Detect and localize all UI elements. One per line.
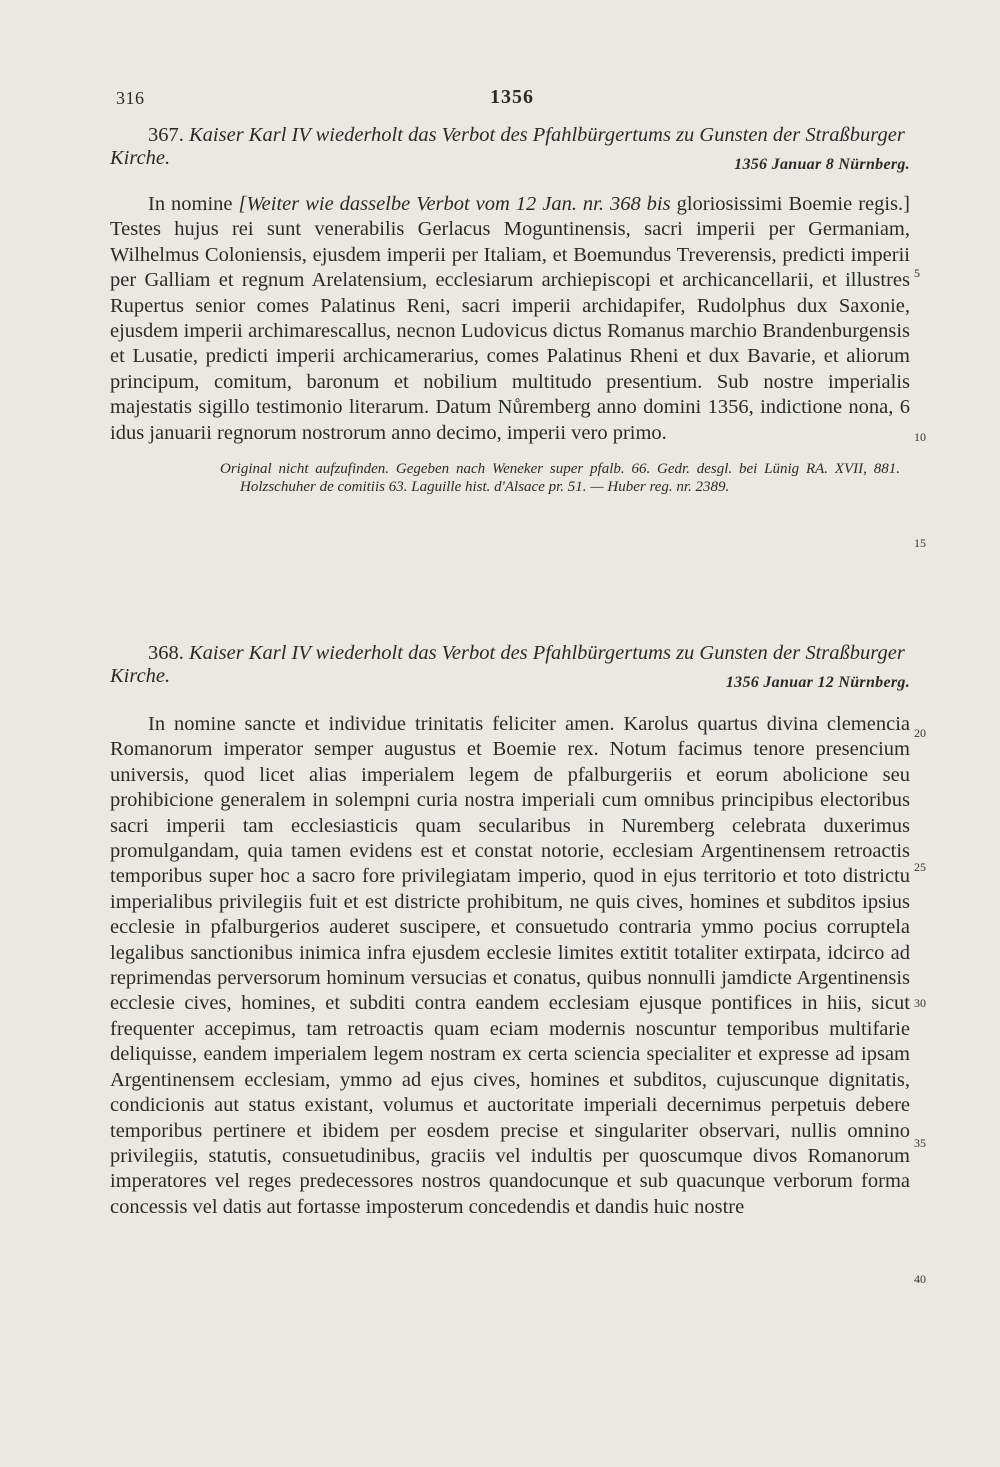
page-number: 316	[116, 88, 145, 108]
doc-368-body: In nomine sancte et individue trinitatis feliciter amen. Karolus quartus divina clemencia Romanorum imperator semper augustus et Boemie rex. Notum facimus tenore presencium universis, quod licet alias imperialem legem de pfalburgeriis et eorum abolicione seu prohibicione generalem in solempni curia nostra imperiali cum omnibus principibus electoribus sacri imperii tam ecclesiasticis quam secularibus in Nuremberg celebrata duxerimus promulgandam, quia tamen evidens est et constat notorie, ecclesiam Argentinensem retroactis temporibus super hoc a sacro fore privilegiatam imperio, quod in ejus territorio et toto districtu imperialibus privilegiis fuit et est districte prohibitum, ne quis cives, homines et subditos ipsius ecclesie in pfalburgerios auderet suscipere, et consuetudo contraria ymmo pocius corruptela legalibus sanctionibus inimica infra ejusdem ecclesie limites extitit totaliter extirpata, idcirco ad reprimendas perversorum hominum versucias et conatus, quibus nonnulli jamdicte Argentinensis ecclesie cives, homines, et subditi contra eandem ecclesiam ejusque pontifices in hiis, sicut frequenter accepimus, tam retroactis quam eciam modernis noscuntur temporibus multifarie deliquisse, eandem imperialem legem nostram ex certa sciencia specialiter et expresse ad ipsam Argentinensem ecclesiam, ymmo ad ejus cives, homines et subditos, cujuscunque dignitatis, condicionis aut status existant, volumus et auctoritate imperiali decernimus perpetuis debere temporibus pertinere et ibidem per eosdem precise et singulariter observari, nullis omnino privilegiis, statutis, consuetudinibus, graciis vel indultis per quoscumque divos Romanorum imperatores vel reges predecessores nostros quandocunque et sub quacunque verborum forma concessis vel datis aut fortasse imposterum concedendis et dandis huic nostre	[110, 713, 910, 1218]
line-number-30: 30	[914, 996, 926, 1010]
doc-368-title-text: Kaiser Karl IV wiederholt das Verbot des Pfahlbürgertums zu Gunsten der Straßburger Kirche.	[110, 642, 905, 687]
line-number-40: 40	[914, 1272, 926, 1286]
line-number-15: 15	[914, 536, 926, 550]
doc-367-source-note: Original nicht aufzufinden. Gegeben nach Weneker super pfalb. 66. Gedr. desgl. bei Lünig RA. XVII, 881. Holzschuher de comitiis 63. Laguille hist. d'Alsace pr. 51. — Huber reg. nr. 2389.	[220, 461, 900, 496]
doc-368-dateline: 1356 Januar 12 Nürnberg.	[725, 674, 910, 691]
doc-368-number: 368.	[148, 642, 184, 664]
doc-367-body	[110, 192, 910, 446]
page-header	[110, 84, 910, 114]
doc-367-title-text: Kaiser Karl IV wiederholt das Verbot des Pfahlbürgertums zu Gunsten der Straßburger Kirche.	[110, 124, 905, 169]
doc-367-number: 367.	[148, 124, 184, 146]
line-number-20: 20	[914, 726, 926, 740]
line-number-25: 25	[914, 860, 926, 874]
doc-367-body-rest: gloriosissimi Boemie regis.] Testes hujus rei sunt venerabilis Gerlacus Moguntinensis, sacri imperii per Germaniam, Wilhelmus Coloniensis, ejusdem imperii per Italiam, et Boemundus Treverensis, predicti imperii per Galliam et regnum Arelatensium, ecclesiarum archiepiscopi et archicancellarii, et illustres Rupertus senior comes Palatinus Reni, sacri imperii archidapifer, Rudolphus dux Saxonie, ejusdem imperii archimarescallus, necnon Ludovicus dictus Romanus marchio Brandenburgensis et Lusatie, predicti imperii archicamerarius, comes Palatinus Rheni et dux Bavarie, et aliorum principum, comitum, baronum et nobilium multitudo presentium. Sub nostre imperialis majestatis sigillo testimonio literarum. Datum Nůremberg anno domini 1356, indictione nona, 6 idus januarii regnorum nostrorum anno decimo, imperii vero primo.	[110, 193, 910, 444]
line-number-5: 5	[914, 266, 920, 280]
doc-367-body-start: In nomine	[148, 193, 239, 215]
running-head-year: 1356	[490, 86, 534, 108]
doc-367-dateline: 1356 Januar 8 Nürnberg.	[734, 156, 910, 173]
line-number-10: 10	[914, 430, 926, 444]
document-368	[110, 642, 910, 1220]
document-367	[110, 124, 910, 496]
doc-367-body-editorial: [Weiter wie dasselbe Verbot vom 12 Jan. nr. 368 bis	[238, 193, 671, 215]
line-number-35: 35	[914, 1136, 926, 1150]
